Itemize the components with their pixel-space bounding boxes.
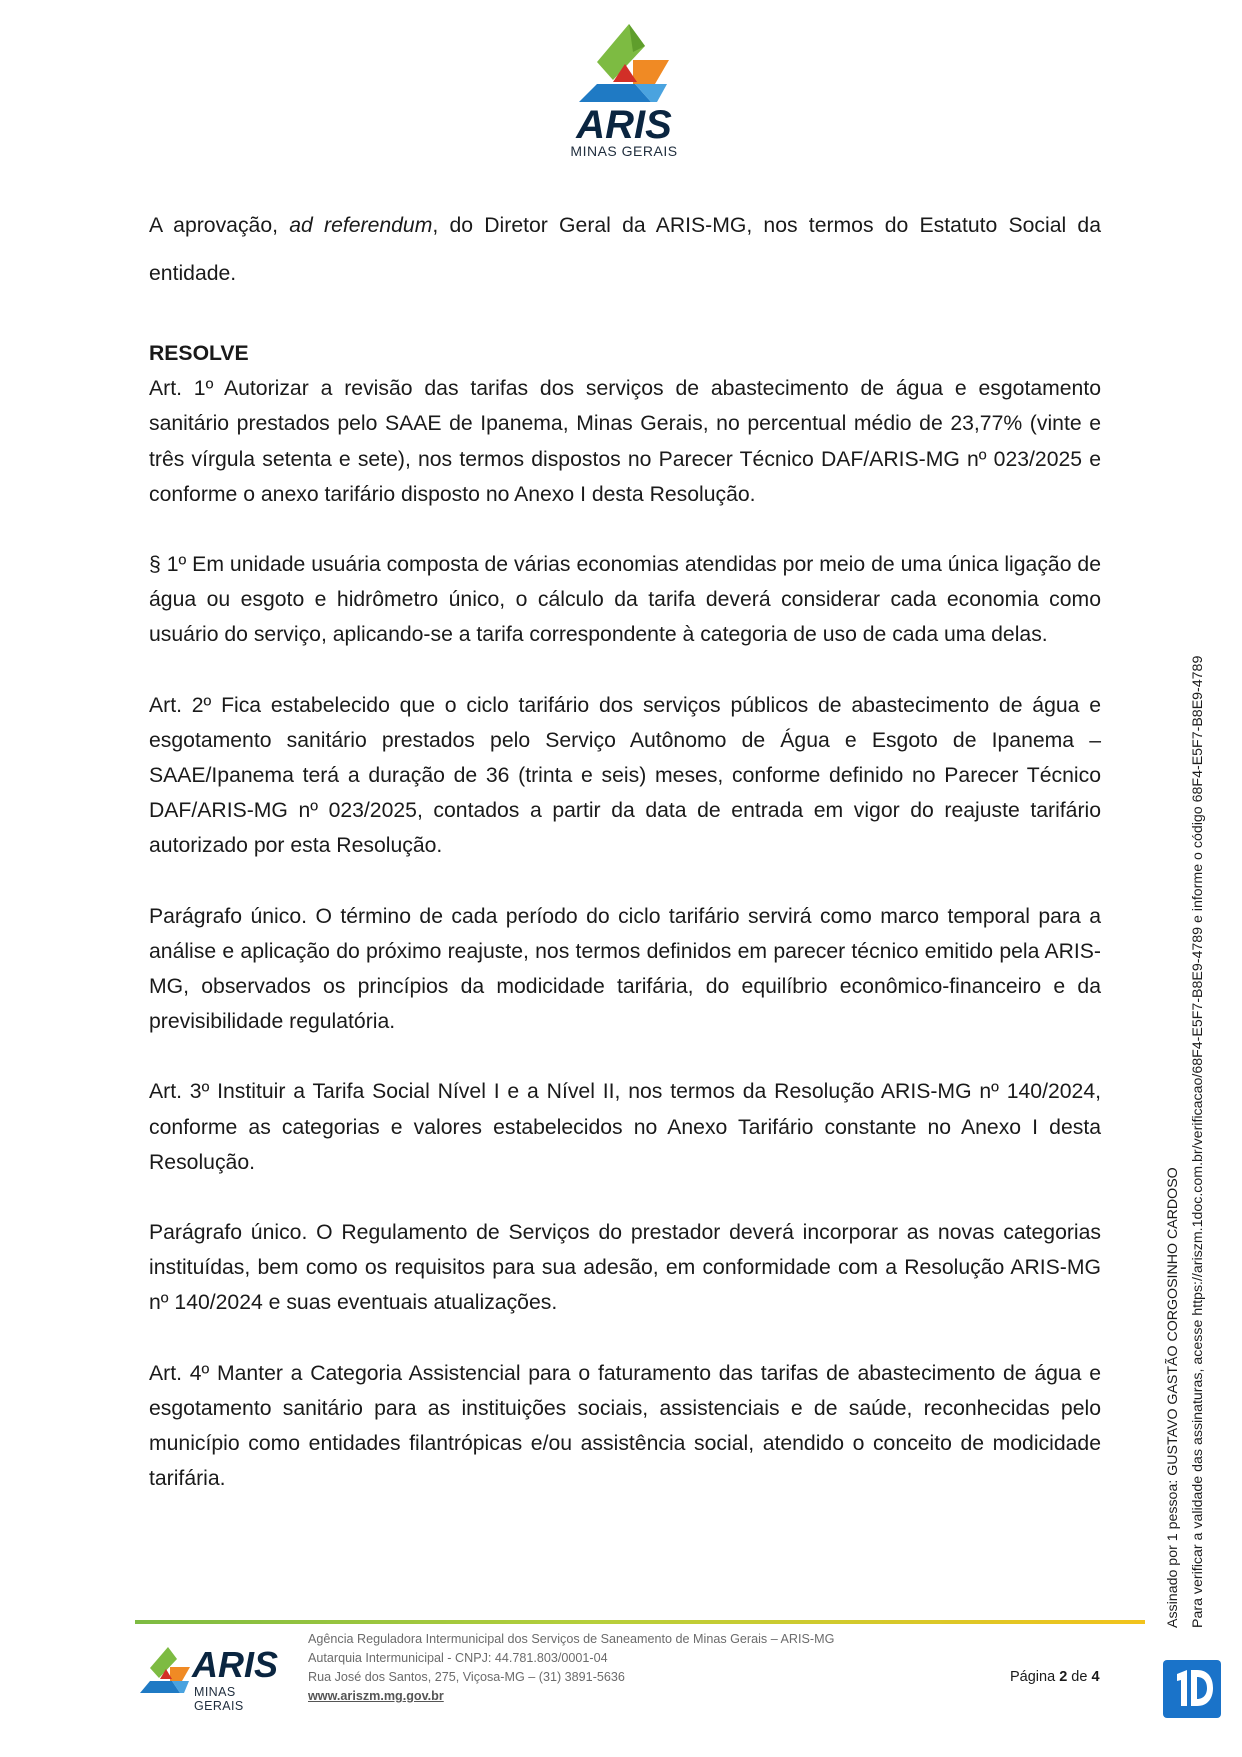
aris-logo-icon (575, 24, 673, 106)
article-3-sole-paragraph: Parágrafo único. O Regulamento de Serviços do prestador deverá incorporar as novas categorias instituídas, bem como os requisitos para sua adesão, em conformidade com a Resolução ARIS-MG nº 140/2024 e suas eventuais atualizações. (149, 1221, 1101, 1315)
intro-text-start: A aprovação, (149, 214, 290, 237)
footer-divider (135, 1620, 1145, 1624)
page-number (1010, 1669, 1100, 1685)
footer-agency-name: Agência Reguladora Intermunicipal dos Serviços de Saneamento de Minas Gerais – ARIS-MG (308, 1632, 835, 1646)
page-of: de (1071, 1669, 1088, 1685)
footer-website-link[interactable]: www.ariszm.mg.gov.br (308, 1689, 444, 1703)
article-2-sole-paragraph: Parágrafo único. O término de cada período do ciclo tarifário servirá como marco temporal para a análise e aplicação do próximo reajuste, nos termos definidos em parecer técnico emitido pela ARIS-MG, observados os princípios da modicidade tarifária, do equilíbrio econômico-financeiro e da previsibilidade regulatória. (149, 904, 1101, 1034)
article-3: Art. 3º Instituir a Tarifa Social Nível I e a Nível II, nos termos da Resolução ARIS-MG nº 140/2024, conforme as categorias e valores estabelecidos no Anexo Tarifário constante no Anexo I desta Resolução. (149, 1080, 1101, 1174)
intro-paragraph (149, 202, 1101, 298)
intro-italic: ad referendum (289, 214, 433, 237)
page-label: Página (1010, 1669, 1056, 1685)
footer-logo-subtitle: MINAS GERAIS (194, 1685, 244, 1713)
article-1-paragraph-1: § 1º Em unidade usuária composta de várias economias atendidas por meio de uma única ligação de água ou esgoto e hidrômetro único, o cálculo da tarifa deverá considerar cada economia como usuário do serviço, aplicando-se a tarifa correspondente à categoria de uso de cada uma delas. (149, 553, 1101, 647)
page-total: 4 (1091, 1669, 1100, 1685)
logo-subtitle: MINAS GERAIS (570, 143, 678, 159)
footer-logo-icon (138, 1647, 192, 1695)
footer-address (308, 1630, 834, 1706)
1doc-badge-icon[interactable] (1163, 1660, 1221, 1718)
footer-logo (138, 1644, 288, 1713)
footer-logo-wordmark: ARIS (192, 1644, 279, 1685)
logo-wordmark: ARIS (576, 103, 672, 147)
article-4: Art. 4º Manter a Categoria Assistencial para o faturamento das tarifas de abastecimento de água e esgotamento sanitário para as instituições sociais, assistenciais e de saúde, reconhecidas pelo município como entidades filantrópicas e/ou assistência social, atendido o conceito de modicidade tarifária. (149, 1361, 1101, 1491)
footer-street-address: Rua José dos Santos, 275, Viçosa-MG – (31) 3891-5636 (308, 1670, 625, 1684)
intro-text-end: , do Diretor Geral da ARIS-MG, nos termos do Estatuto Social da entidade. (149, 214, 1101, 285)
footer-cnpj: Autarquia Intermunicipal - CNPJ: 44.781.803/0001-04 (308, 1651, 608, 1665)
aris-logo (568, 24, 680, 174)
article-1: Art. 1º Autorizar a revisão das tarifas dos serviços de abastecimento de água e esgotamento sanitário prestados pelo SAAE de Ipanema, Minas Gerais, no percentual médio de 23,77% (vinte e três vírgula setenta e sete), nos termos dispostos no Parecer Técnico DAF/ARIS-MG nº 023/2025 e conforme o anexo tarifário disposto no Anexo I desta Resolução. (149, 377, 1101, 506)
page-current: 2 (1059, 1669, 1068, 1685)
signature-signed-by: Assinado por 1 pessoa: GUSTAVO GASTÃO CORGOSINHO CARDOSO (1165, 1167, 1181, 1628)
signature-verification-link[interactable]: Para verificar a validade das assinaturas, acesse https://ariszm.1doc.com.br/verificacao/68F4-E5F7-B8E9-4789 e informe o código 68F4-E5F7-B8E9-4789 (1190, 655, 1206, 1628)
document-body (149, 202, 1101, 1496)
article-2: Art. 2º Fica estabelecido que o ciclo tarifário dos serviços públicos de abastecimento de água e esgotamento sanitário prestados pelo Serviço Autônomo de Água e Esgoto de Ipanema – SAAE/Ipanema terá a duração de 36 (trinta e seis) meses, conforme definido no Parecer Técnico DAF/ARIS-MG nº 023/2025, contados a partir da data de entrada em vigor do reajuste tarifário autorizado por esta Resolução. (149, 693, 1101, 858)
resolve-heading: RESOLVE (149, 342, 249, 365)
